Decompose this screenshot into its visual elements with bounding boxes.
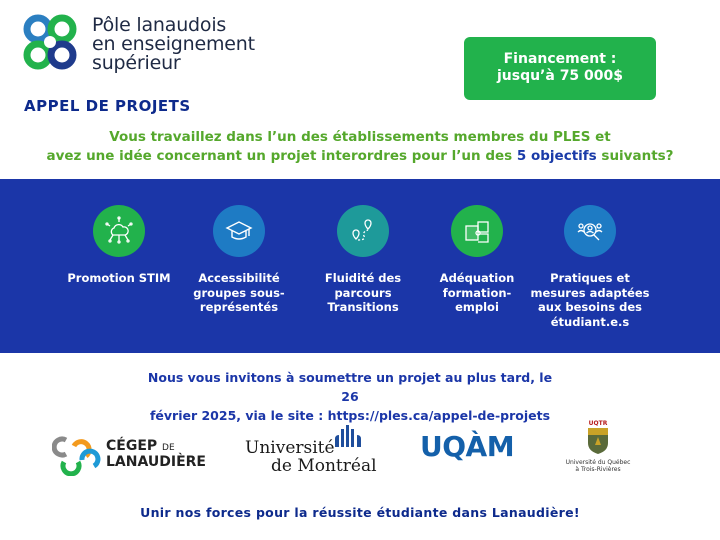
ples-logo-text — [92, 13, 255, 74]
uqtr-wordmark: Université du Québec à Trois-Rivières — [565, 459, 631, 473]
invite-line1: Nous vous invitons à soumettre un projet au plus tard, le 26 — [147, 370, 553, 404]
objective-circle — [564, 205, 616, 257]
objective-circle — [93, 205, 145, 257]
objective-label: Fluidité des parcours Transitions — [324, 271, 402, 314]
network-cloud-icon — [104, 216, 134, 246]
objective-circle — [213, 205, 265, 257]
ples-logo-mark-icon — [22, 13, 86, 75]
graduation-cap-icon — [224, 216, 254, 246]
route-pin-icon — [348, 216, 378, 246]
ples-logo — [22, 13, 292, 75]
objective-label: Promotion STIM — [67, 271, 171, 285]
intro-text — [0, 128, 720, 166]
cegep-wordmark: CÉGEP DE LANAUDIÈRE — [106, 438, 206, 470]
intro-line2-highlight: 5 objectifs — [516, 148, 597, 164]
tagline: Unir nos forces pour la réussite étudiante dans Lanaudière! — [140, 505, 580, 520]
cegep-mark-icon — [52, 432, 104, 476]
uqtr-acronym: UQTR — [588, 420, 608, 427]
objective-label: Pratiques et mesures adaptées aux besoins des étudiant.e.s — [530, 271, 650, 329]
puzzle-icon — [462, 216, 492, 246]
intro-line2 — [0, 147, 720, 166]
udem-logo — [245, 425, 385, 477]
funding-line2: jusqu’à 75 000$ — [496, 68, 624, 84]
objective-adequation — [412, 179, 542, 315]
objective-fluidite — [298, 179, 428, 315]
udem-building-icon — [331, 425, 365, 453]
objective-label: Adéquation formation- emploi — [439, 271, 515, 314]
org-name-line1: Pôle lanaudois — [92, 13, 227, 36]
intro-line1: Vous travaillez dans l’un des établissements membres du PLES et — [109, 129, 611, 145]
objective-circle — [337, 205, 389, 257]
funding-badge — [464, 37, 656, 100]
uqtr-logo — [564, 420, 632, 482]
cegep-lanaudiere-logo — [52, 432, 212, 476]
objectives-band — [0, 179, 720, 353]
intro-line2-before: avez une idée concernant un projet interordres pour l’un des — [46, 148, 517, 164]
uqtr-shield-icon — [587, 427, 609, 455]
invitation-text — [140, 368, 560, 425]
objective-pratiques — [525, 179, 655, 329]
intro-line2-after: suivants? — [596, 148, 674, 164]
objective-promotion-stim — [54, 179, 184, 286]
org-name-line3: supérieur — [92, 51, 181, 74]
invite-line2: février 2025, via le site : https://ples.ca/appel-de-projets — [149, 408, 551, 423]
objective-label: Accessibilité groupes sous- représentés — [193, 271, 285, 314]
objective-accessibilite — [174, 179, 304, 315]
udem-wordmark: Université de Montréal — [245, 438, 377, 476]
uqam-logo: UQÀM — [420, 430, 515, 463]
page-title: APPEL DE PROJETS — [24, 97, 191, 115]
people-search-icon — [575, 216, 605, 246]
objective-circle — [451, 205, 503, 257]
funding-line1: Financement : — [503, 51, 617, 67]
org-name-line2: en enseignement — [92, 32, 255, 55]
